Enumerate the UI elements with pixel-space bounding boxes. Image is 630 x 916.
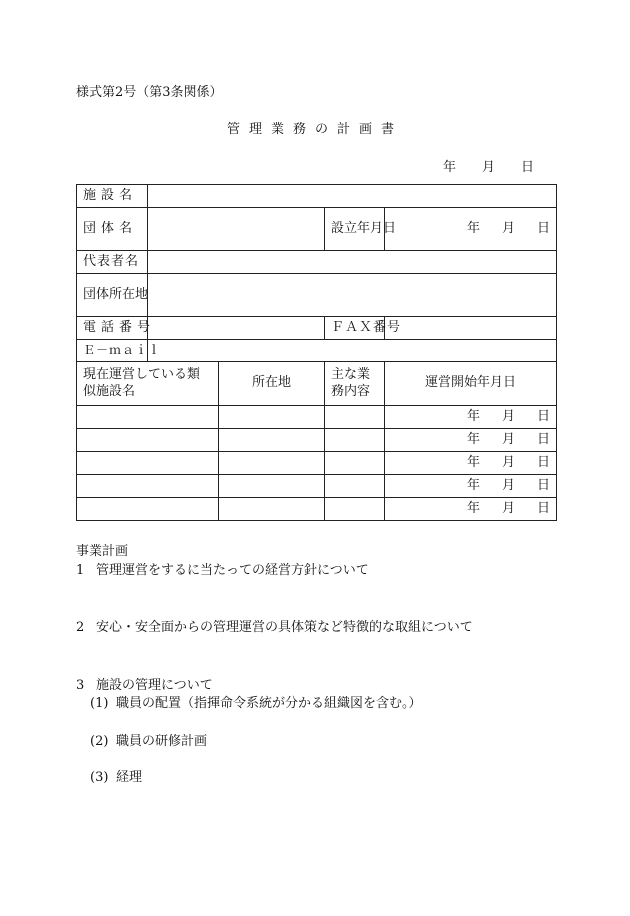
similar-facility-name-cell[interactable] bbox=[77, 475, 219, 498]
business-plan-subitem-3 bbox=[90, 771, 142, 784]
similar-facility-name-cell[interactable] bbox=[77, 498, 219, 521]
phone-label: 電話番号 bbox=[77, 317, 148, 340]
similar-facility-name-cell[interactable] bbox=[77, 429, 219, 452]
item-text: 安心・安全面からの管理運営の具体策など特徴的な取組について bbox=[96, 620, 473, 635]
fax-label: ＦＡＸ番号 bbox=[325, 317, 385, 340]
item-number: 2 bbox=[76, 620, 85, 635]
subitem-number: (2) bbox=[90, 734, 109, 749]
item-number: 3 bbox=[76, 678, 85, 693]
subitem-text: 経理 bbox=[116, 770, 143, 785]
similar-facility-address-cell[interactable] bbox=[219, 429, 325, 452]
start-day: 日 bbox=[537, 431, 551, 447]
start-year: 年 bbox=[466, 431, 480, 447]
date-month: 月 bbox=[482, 160, 496, 175]
form-number: 様式第2号（第3条関係） bbox=[76, 85, 223, 100]
established-day: 日 bbox=[537, 220, 551, 236]
similar-facility-business-header: 主な業務内容 bbox=[325, 362, 385, 406]
start-month: 月 bbox=[502, 500, 516, 516]
business-plan-item-3 bbox=[76, 679, 213, 692]
start-month: 月 bbox=[502, 454, 516, 470]
established-month: 月 bbox=[502, 220, 516, 236]
item-text: 管理運営をするに当たっての経営方針について bbox=[96, 563, 369, 578]
table-row bbox=[77, 498, 557, 521]
start-year: 年 bbox=[466, 454, 480, 470]
similar-facility-business-cell[interactable] bbox=[325, 452, 385, 475]
start-year: 年 bbox=[466, 408, 480, 424]
established-year: 年 bbox=[466, 220, 480, 236]
similar-facility-address-cell[interactable] bbox=[219, 498, 325, 521]
phone-field[interactable] bbox=[148, 317, 325, 340]
start-day: 日 bbox=[537, 500, 551, 516]
organization-name-label: 団体名 bbox=[77, 208, 148, 251]
start-year: 年 bbox=[466, 500, 480, 516]
business-plan-subitem-2 bbox=[90, 735, 207, 748]
start-month: 月 bbox=[502, 408, 516, 424]
business-plan-subitem-1 bbox=[90, 697, 422, 710]
similar-facility-start-date-header: 運営開始年月日 bbox=[385, 362, 557, 406]
similar-facility-name-cell[interactable] bbox=[77, 406, 219, 429]
similar-facility-start-date-cell[interactable] bbox=[385, 406, 557, 429]
subitem-text: 職員の配置（指揮命令系統が分かる組織図を含む。） bbox=[116, 696, 422, 711]
similar-facility-address-header: 所在地 bbox=[219, 362, 325, 406]
facility-name-field[interactable] bbox=[148, 185, 557, 208]
facility-name-label: 施設名 bbox=[77, 185, 148, 208]
similar-facility-start-date-cell[interactable] bbox=[385, 475, 557, 498]
similar-facility-business-cell[interactable] bbox=[325, 406, 385, 429]
table-row bbox=[77, 452, 557, 475]
start-day: 日 bbox=[537, 408, 551, 424]
business-plan-item-1 bbox=[76, 564, 369, 577]
similar-facility-business-cell[interactable] bbox=[325, 475, 385, 498]
application-form-table bbox=[76, 184, 557, 521]
fax-field[interactable] bbox=[385, 317, 557, 340]
similar-facility-business-cell[interactable] bbox=[325, 429, 385, 452]
table-row bbox=[77, 429, 557, 452]
address-label: 団体所在地 bbox=[77, 274, 148, 317]
established-date-field[interactable] bbox=[385, 208, 557, 251]
similar-facility-name-cell[interactable] bbox=[77, 452, 219, 475]
representative-label: 代表者名 bbox=[77, 251, 148, 274]
date-year: 年 bbox=[443, 160, 457, 175]
document-title: 管理業務の計画書 bbox=[226, 122, 403, 137]
document-date bbox=[443, 161, 534, 174]
business-plan-item-2 bbox=[76, 621, 473, 634]
similar-facility-start-date-cell[interactable] bbox=[385, 429, 557, 452]
address-field[interactable] bbox=[148, 274, 557, 317]
similar-facility-address-cell[interactable] bbox=[219, 406, 325, 429]
organization-name-field[interactable] bbox=[148, 208, 325, 251]
similar-facility-name-header: 現在運営している類似施設名 bbox=[77, 362, 219, 406]
similar-facility-business-cell[interactable] bbox=[325, 498, 385, 521]
similar-facility-start-date-cell[interactable] bbox=[385, 498, 557, 521]
business-plan-heading: 事業計画 bbox=[76, 544, 129, 559]
start-day: 日 bbox=[537, 454, 551, 470]
email-field[interactable] bbox=[148, 340, 557, 362]
date-day: 日 bbox=[521, 160, 535, 175]
start-day: 日 bbox=[537, 477, 551, 493]
start-month: 月 bbox=[502, 431, 516, 447]
representative-field[interactable] bbox=[148, 251, 557, 274]
item-text: 施設の管理について bbox=[96, 678, 213, 693]
similar-facilities-header-row bbox=[77, 362, 557, 406]
start-month: 月 bbox=[502, 477, 516, 493]
email-label: Ｅ－ｍａｉｌ bbox=[77, 340, 148, 362]
similar-facility-start-date-cell[interactable] bbox=[385, 452, 557, 475]
similar-facility-address-cell[interactable] bbox=[219, 475, 325, 498]
subitem-number: (1) bbox=[90, 696, 109, 711]
item-number: 1 bbox=[76, 563, 85, 578]
table-row bbox=[77, 475, 557, 498]
subitem-number: (3) bbox=[90, 770, 109, 785]
start-year: 年 bbox=[466, 477, 480, 493]
similar-facility-address-cell[interactable] bbox=[219, 452, 325, 475]
table-row bbox=[77, 406, 557, 429]
subitem-text: 職員の研修計画 bbox=[116, 734, 208, 749]
established-date-label: 設立年月日 bbox=[325, 208, 385, 251]
